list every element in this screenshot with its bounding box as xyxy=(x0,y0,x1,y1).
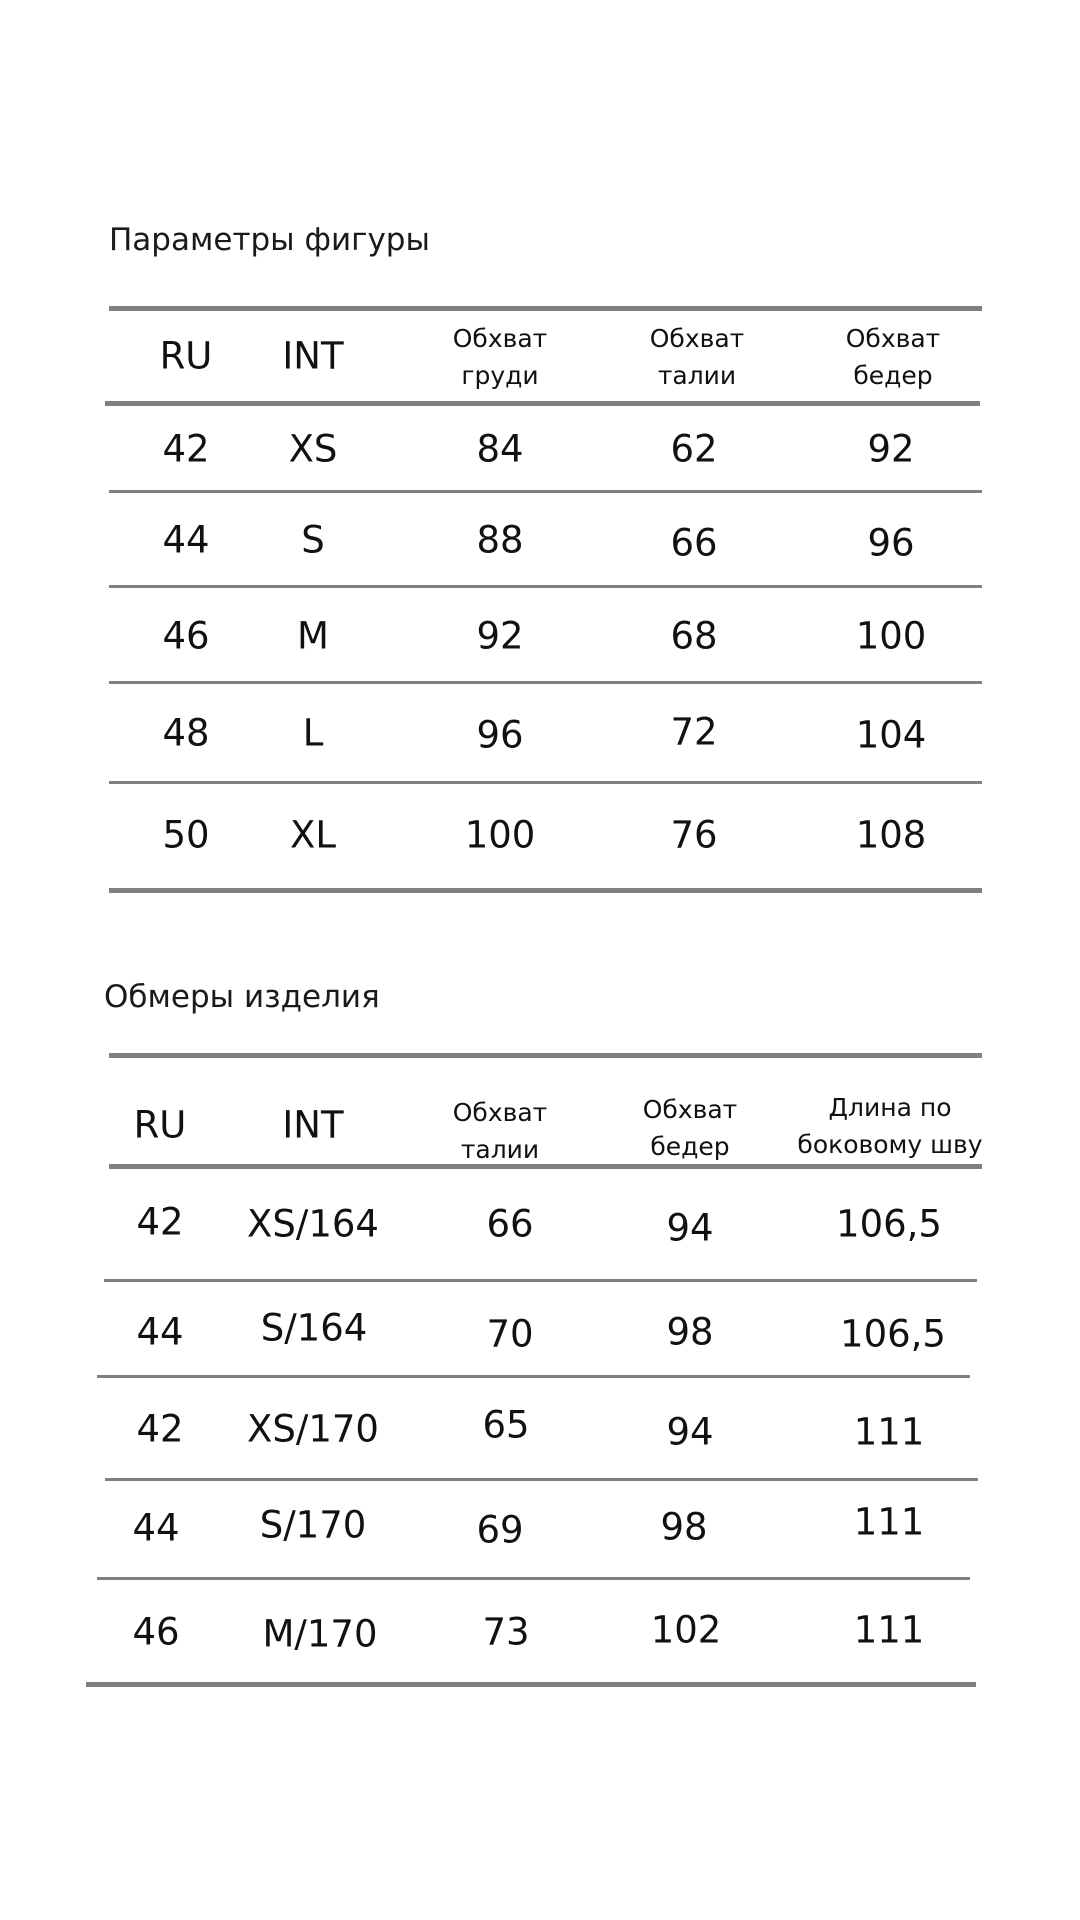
table1-cell: M xyxy=(297,614,329,658)
table1-cell: 66 xyxy=(670,521,718,565)
table1-row-divider xyxy=(109,781,982,784)
table2-header-waist: Обхват талии xyxy=(452,1098,548,1164)
table1-cell: 96 xyxy=(867,521,915,565)
table2-header-ru: RU xyxy=(133,1103,187,1147)
table2-cell: S/164 xyxy=(260,1306,368,1350)
table1-cell: 92 xyxy=(867,427,915,471)
table1-header-ru: RU xyxy=(159,334,213,378)
table2-cell: 102 xyxy=(650,1608,722,1652)
table1-cell: XL xyxy=(290,813,336,857)
table1-bottom-rule xyxy=(109,888,982,893)
table2-cell: 94 xyxy=(666,1410,714,1454)
table2-cell: 98 xyxy=(660,1505,708,1549)
table2-cell: 98 xyxy=(666,1310,714,1354)
table1-cell: 46 xyxy=(162,614,210,658)
table2-cell: 42 xyxy=(136,1200,184,1244)
table1-row-divider xyxy=(109,585,982,588)
table2-cell: 111 xyxy=(853,1500,925,1544)
table2-row-divider xyxy=(97,1375,970,1378)
table1-cell: 68 xyxy=(670,614,718,658)
table2-cell: 44 xyxy=(136,1310,184,1354)
table2-cell: 111 xyxy=(853,1608,925,1652)
table2-cell: 73 xyxy=(482,1610,530,1654)
table2-cell: 44 xyxy=(132,1506,180,1550)
table2-cell: 65 xyxy=(482,1403,530,1447)
table2-cell: 46 xyxy=(132,1610,180,1654)
table1-header-chest: Обхват груди xyxy=(452,324,548,390)
table1-cell: 50 xyxy=(162,813,210,857)
table1-top-rule xyxy=(109,306,982,311)
table2-header-side-length: Длина по боковому шву xyxy=(797,1093,983,1159)
table1-cell: S xyxy=(301,518,325,562)
table2-cell: 106,5 xyxy=(840,1312,946,1356)
table2-row-divider xyxy=(97,1577,970,1580)
table1-row-divider xyxy=(109,490,982,493)
table2-cell: 106,5 xyxy=(836,1202,942,1246)
table2-cell: M/170 xyxy=(262,1612,378,1656)
table2-row-divider xyxy=(105,1478,978,1481)
table2-header-hips: Обхват бедер xyxy=(642,1095,738,1161)
table2-cell: S/170 xyxy=(259,1503,367,1547)
table1-cell: L xyxy=(302,711,324,755)
table1-cell: 76 xyxy=(670,813,718,857)
table2-cell: 70 xyxy=(486,1312,534,1356)
section-title-body-measurements: Параметры фигуры xyxy=(109,222,430,258)
table2-header-rule xyxy=(109,1164,982,1169)
table2-cell: 69 xyxy=(476,1508,524,1552)
table1-header-waist: Обхват талии xyxy=(649,324,745,390)
table1-cell: 96 xyxy=(476,713,524,757)
table1-cell: 108 xyxy=(855,813,927,857)
table1-header-int: INT xyxy=(282,334,344,378)
table2-cell: 42 xyxy=(136,1407,184,1451)
table1-cell: XS xyxy=(288,427,338,471)
table1-header-rule xyxy=(105,401,980,406)
table1-cell: 48 xyxy=(162,711,210,755)
table2-top-rule xyxy=(109,1053,982,1058)
section-title-garment-measurements: Обмеры изделия xyxy=(104,979,380,1015)
table1-cell: 72 xyxy=(670,710,718,754)
table2-header-int: INT xyxy=(282,1103,344,1147)
table2-bottom-rule xyxy=(86,1682,976,1687)
table2-cell: 94 xyxy=(666,1206,714,1250)
table2-row-divider xyxy=(104,1279,977,1282)
table2-cell: 111 xyxy=(853,1410,925,1454)
table1-row-divider xyxy=(109,681,982,684)
table1-cell: 44 xyxy=(162,518,210,562)
table1-cell: 88 xyxy=(476,518,524,562)
table2-cell: 66 xyxy=(486,1202,534,1246)
table2-cell: XS/170 xyxy=(247,1407,379,1451)
table1-cell: 104 xyxy=(855,713,927,757)
table1-cell: 62 xyxy=(670,427,718,471)
table1-cell: 100 xyxy=(464,813,536,857)
table1-header-hips: Обхват бедер xyxy=(845,324,941,390)
table1-cell: 100 xyxy=(855,614,927,658)
table2-cell: XS/164 xyxy=(247,1202,379,1246)
table1-cell: 92 xyxy=(476,614,524,658)
table1-cell: 84 xyxy=(476,427,524,471)
table1-cell: 42 xyxy=(162,427,210,471)
